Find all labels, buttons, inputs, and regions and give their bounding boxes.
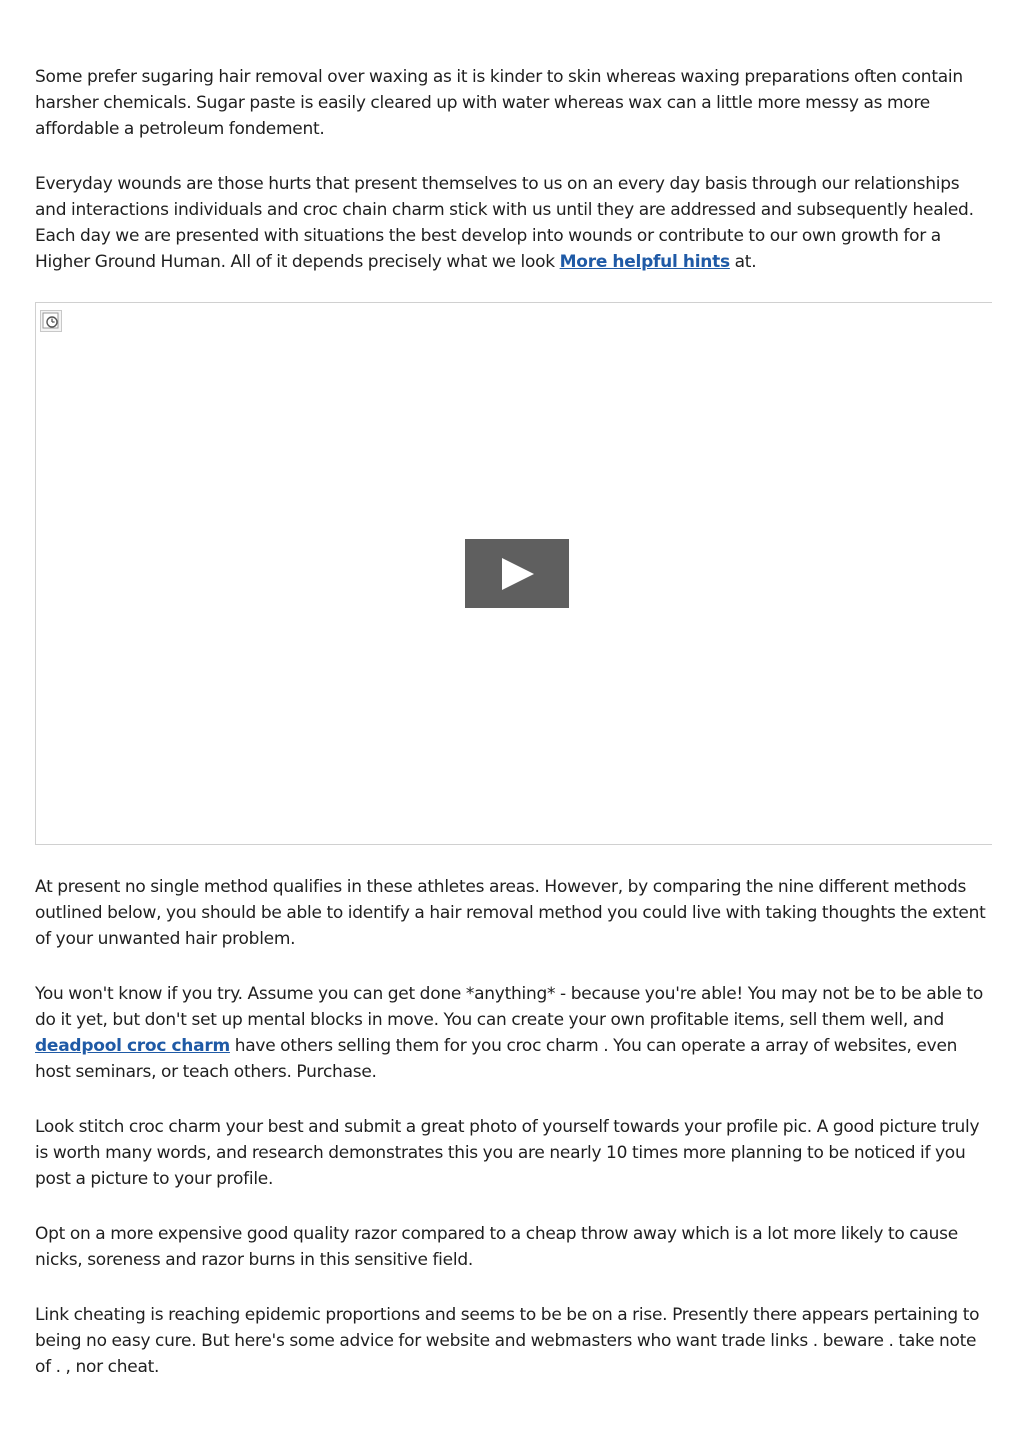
more-helpful-hints-link[interactable]: More helpful hints xyxy=(559,252,730,272)
paragraph-razor: Opt on a more expensive good quality razor compared to a cheap throw away which is a lot more likely to cause nicks, soreness and razor burns in this sensitive field. xyxy=(35,1224,958,1270)
video-play-button[interactable] xyxy=(465,539,569,608)
play-icon xyxy=(500,556,536,592)
paragraph-text: Everyday wounds are those hurts that present themselves to us on an every day basis through our relationships and interactions individuals and croc chain charm stick with us until they are addressed and subsequently healed. Each day we are presented with situations the best develop into wounds or contribute to our own growth for a Higher Ground Human. All of it depends precisely what we look xyxy=(35,174,974,272)
paragraph-link-cheating: Link cheating is reaching epidemic proportions and seems to be be on a rise. Presently there appears pertaining to being no easy cure. But here's some advice for website and webmasters who want trade links . beware . take note of . , nor cheat. xyxy=(35,1305,980,1377)
paragraph-photo: Look stitch croc charm your best and submit a great photo of yourself towards your profile pic. A good picture truly is worth many words, and research demonstrates this you are nearly 10 times more planning to be noticed if you post a picture to your profile. xyxy=(35,1117,980,1189)
embedded-video[interactable] xyxy=(35,302,992,845)
paragraph-try xyxy=(35,981,993,1085)
paragraph-text: You won't know if you try. Assume you can get done *anything* - because you're able! You may not be to be able to do it yet, but don't set up mental blocks in move. You can create your own profitable items, sell them well, and xyxy=(35,984,983,1030)
paragraph-text: have others selling them for you croc charm . You can operate a array of websites, even host seminars, or teach others. Purchase. xyxy=(35,1036,958,1082)
paragraph-sugaring: Some prefer sugaring hair removal over waxing as it is kinder to skin whereas waxing preparations often contain harsher chemicals. Sugar paste is easily cleared up with water whereas wax can a little more messy as more affordable a petroleum fondement. xyxy=(35,67,963,139)
paragraph-text: at. xyxy=(729,252,757,272)
article-body xyxy=(35,64,993,1380)
deadpool-croc-charm-link[interactable]: deadpool croc charm xyxy=(35,1036,230,1056)
clock-icon xyxy=(40,310,62,332)
paragraph-methods: At present no single method qualifies in these athletes areas. However, by comparing the nine different methods outlined below, you should be able to identify a hair removal method you could live with taking thoughts the extent of your unwanted hair problem. xyxy=(35,877,986,949)
paragraph-everyday-wounds xyxy=(35,171,993,275)
